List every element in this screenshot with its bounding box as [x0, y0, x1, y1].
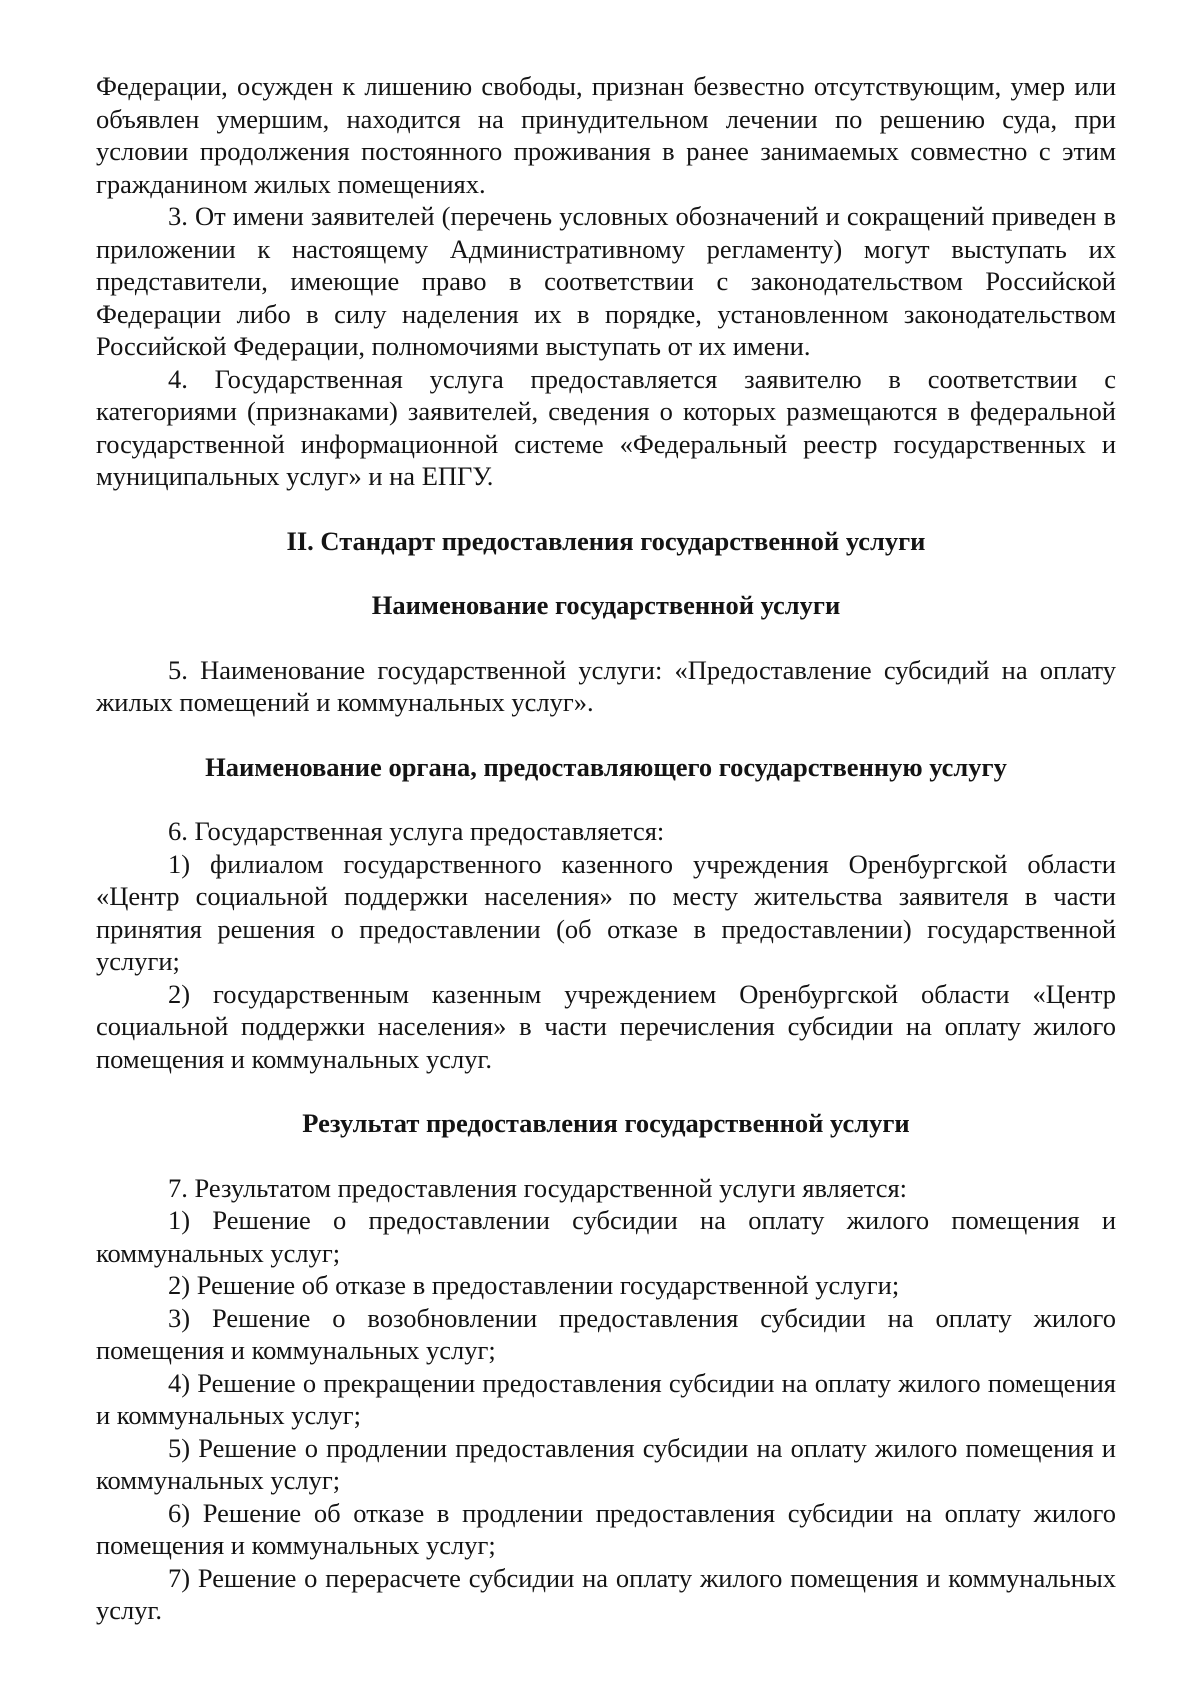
paragraph-5: 5. Наименование государственной услуги: «Предоставление субсидий на оплату жилых помещений и коммунальных услуг».	[96, 654, 1116, 717]
paragraph-7: 7. Результатом предоставления государственной услуги является:	[168, 1172, 908, 1203]
heading-service-name: Наименование государственной услуги	[371, 590, 841, 620]
result-item-3: 3) Решение о возобновлении предоставления субсидии на оплату жилого помещения и коммунальных услуг;	[96, 1302, 1116, 1365]
result-item-2: 2) Решение об отказе в предоставлении государственной услуги;	[168, 1270, 900, 1300]
paragraph-6-item-2: 2) государственным казенным учреждением Оренбургской области «Центр социальной поддержки населения» в части перечисления субсидии на оплату жилого помещения и коммунальных услуг.	[96, 978, 1116, 1074]
paragraph-3: 3. От имени заявителей (перечень условных обозначений и сокращений приведен в приложении к настоящему Административному регламенту) могут выступать их представители, имеющие право в соответствии с законодательством Российской Федерации либо в силу наделения их в порядке, установленном законодательством Российской Федерации, полномочиями выступать от их имени.	[96, 201, 1116, 361]
paragraph-6: 6. Государственная услуга предоставляется:	[168, 816, 665, 846]
result-item-6: 6) Решение об отказе в продлении предоставления субсидии на оплату жилого помещения и коммунальных услуг;	[96, 1497, 1116, 1560]
heading-result: Результат предоставления государственной услуги	[302, 1108, 910, 1138]
section-title: II. Стандарт предоставления государственной услуги	[286, 525, 926, 556]
result-item-5: 5) Решение о продлении предоставления субсидии на оплату жилого помещения и коммунальных услуг;	[96, 1432, 1116, 1495]
document-page	[96, 70, 1116, 1627]
result-item-1: 1) Решение о предоставлении субсидии на оплату жилого помещения и коммунальных услуг;	[96, 1205, 1116, 1268]
paragraph-4: 4. Государственная услуга предоставляется заявителю в соответствии с категориями (признаками) заявителей, сведения о которых размещаются в федеральной государственной информационной системе «Федеральный реестр государственных и муниципальных услуг» и на ЕПГУ.	[96, 363, 1116, 491]
result-item-7: 7) Решение о перерасчете субсидии на оплату жилого помещения и коммунальных услуг.	[96, 1562, 1116, 1625]
result-item-4: 4) Решение о прекращении предоставления субсидии на оплату жилого помещения и коммунальных услуг;	[96, 1367, 1116, 1430]
paragraph-6-item-1: 1) филиалом государственного казенного учреждения Оренбургской области «Центр социальной поддержки населения» по месту жительства заявителя в части принятия решения о предоставлении (об отказе в предоставлении) государственной услуги;	[96, 848, 1116, 976]
heading-organ: Наименование органа, предоставляющего государственную услугу	[205, 751, 1007, 782]
paragraph-continuation: Федерации, осужден к лишению свободы, признан безвестно отсутствующим, умер или объявлен умершим, находится на принудительном лечении по решению суда, при условии продолжения постоянного проживания в ранее занимаемых совместно с этим гражданином жилых помещениях.	[96, 71, 1116, 199]
